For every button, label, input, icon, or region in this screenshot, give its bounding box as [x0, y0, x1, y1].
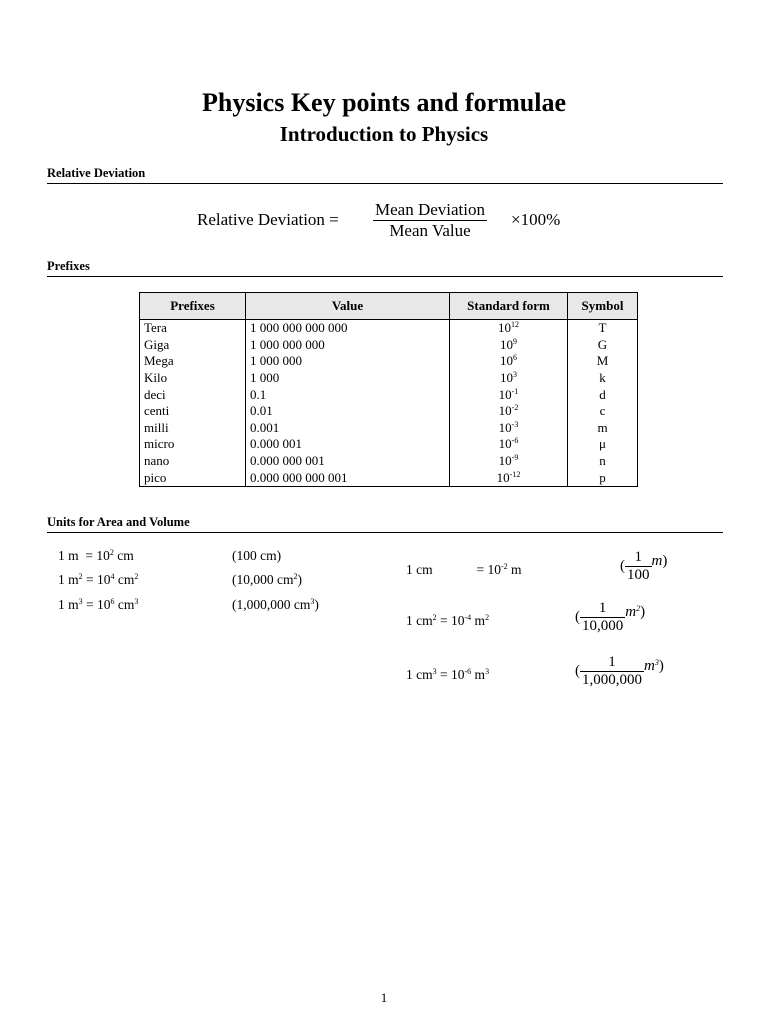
header-value: Value	[246, 293, 450, 320]
unit-name-exponent: 2	[134, 572, 139, 581]
unit-conversion-right	[406, 562, 522, 578]
unit-fraction-expression	[620, 549, 667, 584]
section-heading-relative-deviation: Relative Deviation	[47, 166, 146, 180]
unit-lhs: 1 cm	[406, 613, 433, 628]
unit-name: cm	[117, 572, 135, 587]
table-row	[140, 370, 638, 387]
standard-form-base: 10	[500, 370, 513, 386]
cell-symbol: n	[568, 453, 638, 470]
open-paren: (	[575, 609, 580, 625]
unit-fraction-expression	[575, 600, 645, 635]
cell-standard-form	[450, 420, 568, 437]
unit-fraction	[580, 654, 644, 689]
unit-conversion-left	[58, 572, 138, 588]
unit-conversion-left	[58, 597, 138, 613]
standard-form-exponent: -3	[511, 419, 519, 429]
close-paren: )	[658, 658, 664, 674]
fraction-denominator: 100	[627, 567, 650, 583]
unit-equivalent	[232, 597, 319, 613]
cell-symbol: M	[568, 353, 638, 370]
standard-form-base: 10	[500, 336, 513, 352]
formula-multiplier: ×100%	[511, 210, 561, 229]
section-heading-prefixes: Prefixes	[47, 259, 90, 273]
cell-prefix: micro	[140, 436, 246, 453]
prefix-table-body	[140, 320, 638, 487]
unit-power: = 10	[86, 572, 111, 587]
unit-power-exponent: -2	[501, 562, 508, 571]
unit-name: m	[474, 613, 486, 628]
cell-prefix: Tera	[140, 320, 246, 337]
table-row	[140, 436, 638, 453]
cell-value: 1 000 000 000 000	[246, 320, 450, 337]
unit-equivalent-value: (1,000,000 cm	[232, 597, 311, 612]
unit-fraction-expression	[575, 654, 664, 689]
unit-equivalent-value-exponent: 3	[310, 597, 315, 606]
standard-form-base: 10	[498, 453, 512, 469]
fraction-numerator: 1	[634, 549, 642, 565]
cell-symbol: μ	[568, 436, 638, 453]
unit-power-exponent: 6	[110, 597, 115, 606]
open-paren: (	[575, 663, 580, 679]
unit-name-exponent: 2	[485, 613, 490, 622]
unit-lhs: 1 cm	[406, 667, 433, 682]
cell-symbol: m	[568, 420, 638, 437]
standard-form-exponent: 12	[511, 320, 519, 330]
standard-form-base: 10	[498, 403, 512, 419]
table-row	[140, 320, 638, 337]
unit-fraction	[625, 549, 652, 584]
unit-lhs: 1 m	[58, 548, 79, 563]
cell-value: 0.000 001	[246, 436, 450, 453]
standard-form-base: 10	[496, 469, 510, 485]
standard-form-exponent: -1	[511, 386, 519, 396]
cell-standard-form	[450, 353, 568, 370]
section-heading-units: Units for Area and Volume	[47, 515, 190, 529]
standard-form-exponent: 6	[513, 353, 517, 363]
table-header-row	[140, 293, 638, 320]
cell-prefix: centi	[140, 403, 246, 420]
formula-denominator: Mean Value	[373, 220, 487, 241]
unit-name: m	[474, 667, 486, 682]
unit-name: cm	[117, 548, 134, 563]
cell-value: 0.1	[246, 386, 450, 403]
unit-lhs: 1 m	[58, 572, 79, 587]
unit-conversion-left	[58, 548, 134, 564]
open-paren: (	[620, 558, 625, 574]
cell-standard-form	[450, 436, 568, 453]
standard-form-base: 10	[498, 320, 511, 336]
table-row	[140, 469, 638, 486]
fraction-variable-exponent: 2	[636, 604, 641, 613]
prefix-table	[139, 292, 638, 487]
cell-standard-form	[450, 370, 568, 387]
cell-prefix: nano	[140, 453, 246, 470]
formula-fraction	[373, 200, 487, 241]
fraction-denominator: 10,000	[582, 618, 624, 634]
table-row	[140, 337, 638, 354]
unit-conversion-right	[406, 667, 489, 683]
unit-conversion-right	[406, 613, 489, 629]
page-title: Physics Key points and formulae	[201, 88, 567, 117]
page-number: 1	[380, 990, 388, 1005]
cell-prefix: pico	[140, 469, 246, 486]
cell-standard-form	[450, 386, 568, 403]
unit-fraction	[580, 600, 625, 635]
cell-value: 0.000 000 001	[246, 453, 450, 470]
unit-equivalent	[232, 572, 302, 588]
unit-name: m	[511, 562, 522, 577]
cell-value: 1 000 000 000	[246, 337, 450, 354]
table-row	[140, 403, 638, 420]
cell-symbol: G	[568, 337, 638, 354]
cell-standard-form	[450, 453, 568, 470]
cell-symbol: k	[568, 370, 638, 387]
unit-lhs: 1 cm	[406, 562, 433, 577]
standard-form-base: 10	[498, 386, 512, 402]
unit-power: = 10	[86, 597, 111, 612]
section-rule	[47, 183, 723, 184]
closing-paren: )	[297, 572, 302, 587]
cell-value: 1 000 000	[246, 353, 450, 370]
standard-form-exponent: -9	[511, 453, 519, 463]
fraction-numerator: 1	[598, 600, 607, 616]
cell-value: 0.001	[246, 420, 450, 437]
unit-equivalent-value: (100 cm)	[232, 548, 282, 563]
page-subtitle: Introduction to Physics	[279, 122, 489, 146]
cell-value: 1 000	[246, 370, 450, 387]
standard-form-exponent: 9	[513, 336, 517, 346]
unit-power-exponent: -6	[464, 667, 472, 676]
unit-lhs-exponent: 3	[78, 597, 83, 606]
header-symbol: Symbol	[568, 293, 638, 320]
cell-value: 0.01	[246, 403, 450, 420]
fraction-variable-exponent: 3	[654, 658, 659, 667]
formula-label: Relative Deviation =	[197, 210, 339, 229]
standard-form-base: 10	[498, 419, 512, 435]
standard-form-exponent: -6	[511, 436, 519, 446]
cell-prefix: Kilo	[140, 370, 246, 387]
unit-lhs-exponent: 2	[432, 613, 437, 622]
fraction-variable: $m^3$	[644, 658, 659, 674]
closing-paren: )	[314, 597, 319, 612]
section-rule	[47, 276, 723, 277]
header-prefixes: Prefixes	[140, 293, 246, 320]
unit-equivalent	[232, 548, 281, 564]
cell-prefix: Mega	[140, 353, 246, 370]
close-paren: )	[640, 604, 646, 620]
unit-power: = 10	[85, 548, 110, 563]
table-row	[140, 420, 638, 437]
cell-symbol: p	[568, 469, 638, 486]
header-standard-form: Standard form	[450, 293, 568, 320]
cell-prefix: deci	[140, 386, 246, 403]
unit-name-exponent: 3	[134, 597, 139, 606]
standard-form-exponent: -12	[509, 469, 521, 479]
close-paren: )	[662, 553, 668, 569]
unit-lhs-exponent: 2	[78, 572, 83, 581]
fraction-variable: $m^2$	[625, 604, 641, 620]
formula-numerator: Mean Deviation	[375, 200, 485, 219]
cell-standard-form	[450, 403, 568, 420]
fraction-numerator: 1	[608, 654, 616, 670]
cell-symbol: c	[568, 403, 638, 420]
table-row	[140, 353, 638, 370]
cell-standard-form	[450, 337, 568, 354]
cell-symbol: T	[568, 320, 638, 337]
cell-symbol: d	[568, 386, 638, 403]
table-row	[140, 386, 638, 403]
unit-power: = 10	[476, 562, 501, 577]
section-rule	[47, 532, 723, 533]
unit-name: cm	[117, 597, 135, 612]
table-row	[140, 453, 638, 470]
unit-name-exponent: 3	[485, 667, 490, 676]
standard-form-exponent: -2	[511, 403, 519, 413]
standard-form-base: 10	[498, 436, 512, 452]
unit-power: = 10	[440, 613, 465, 628]
unit-power-exponent: 4	[110, 572, 115, 581]
unit-power: = 10	[440, 667, 465, 682]
unit-power-exponent: 2	[109, 548, 114, 557]
standard-form-exponent: 3	[513, 370, 517, 380]
cell-prefix: Giga	[140, 337, 246, 354]
fraction-variable: m	[651, 553, 663, 569]
cell-value: 0.000 000 000 001	[246, 469, 450, 486]
cell-standard-form	[450, 469, 568, 486]
unit-lhs-exponent: 3	[432, 667, 437, 676]
cell-prefix: milli	[140, 420, 246, 437]
unit-power-exponent: -4	[464, 613, 472, 622]
unit-lhs: 1 m	[58, 597, 79, 612]
unit-equivalent-value: (10,000 cm	[232, 572, 294, 587]
cell-standard-form	[450, 320, 568, 337]
standard-form-base: 10	[500, 353, 513, 369]
unit-equivalent-value-exponent: 2	[293, 572, 298, 581]
fraction-denominator: 1,000,000	[582, 672, 642, 688]
